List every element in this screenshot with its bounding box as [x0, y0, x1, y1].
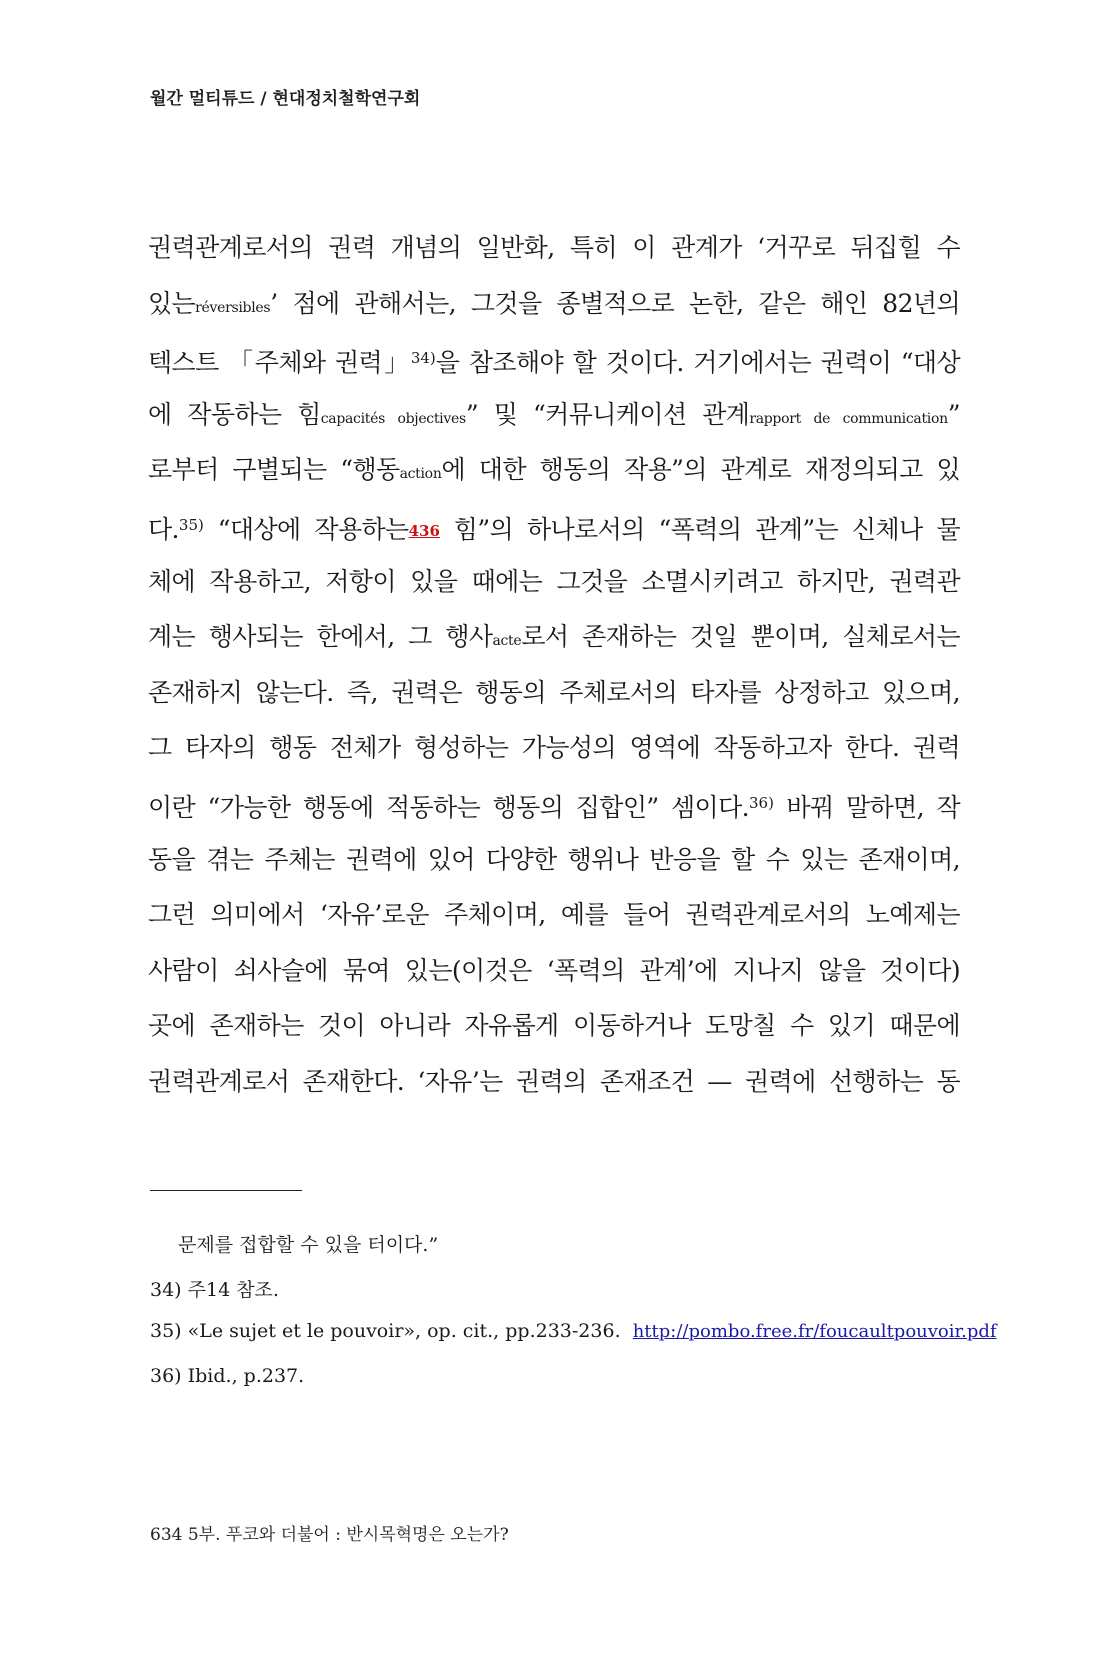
body-line [148, 720, 960, 776]
body-line [148, 943, 960, 999]
foreign-term: capacités objectives [320, 410, 466, 427]
text-span: 계는 행사되는 한에서, 그 행사 [148, 622, 493, 652]
text-span: 사람이 쇠사슬에 묶여 있는(이것은 ‘폭력의 관계’에 지나지 않을 것이다) [148, 955, 960, 985]
body-line [148, 220, 960, 276]
foreign-term: action [399, 466, 442, 483]
foreign-term: réversibles [195, 299, 271, 316]
body-line [148, 387, 960, 443]
body-line [148, 498, 960, 554]
text-span: 힘”의 하나로서의 “폭력의 관계”는 신체나 물 [439, 514, 960, 544]
footnote-34: 34) 주14 참조. [150, 1279, 279, 1301]
foreign-term: acte [492, 633, 522, 650]
footnote-divider [150, 1190, 302, 1191]
text-span: ” 및 “커뮤니케이션 관계 [465, 399, 750, 429]
footnote-35-link[interactable]: http://pombo.free.fr/foucaultpouvoir.pdf [632, 1321, 997, 1342]
body-line [148, 442, 960, 498]
body-line [148, 776, 960, 832]
footnote-35 [150, 1320, 997, 1342]
footnote-continuation: 문제를 접합할 수 있을 터이다.” [178, 1234, 439, 1256]
body-line [148, 998, 960, 1054]
text-span: 로부터 구별되는 “행동 [148, 455, 400, 485]
body-line [148, 331, 960, 387]
text-span: 을 참조해야 할 것이다. 거기에서는 권력이 “대상 [435, 348, 960, 378]
text-span: 권력관계로서의 권력 개념의 일반화, 특히 이 관계가 ‘거꾸로 뒤집힐 수 [148, 233, 960, 262]
footnote-ref-34[interactable]: 34) [410, 349, 436, 368]
running-header: 월간 멀티튜드 / 현대정치철학연구회 [150, 89, 421, 109]
footnote-36: 36) Ibid., p.237. [150, 1365, 305, 1387]
body-line [148, 276, 960, 332]
text-span: 동을 겪는 주체는 권력에 있어 다양한 행위나 반응을 할 수 있는 존재이며, [148, 844, 960, 874]
foreign-term: rapport de communication [749, 410, 948, 427]
text-span: 권력관계로서 존재한다. ‘자유’는 권력의 존재조건 — 권력에 선행하는 동 [148, 1066, 960, 1096]
footnote-ref-36[interactable]: 36) [749, 793, 774, 812]
text-span: ’ 점에 관해서는, 그것을 종별적으로 논한, 같은 해인 82년의 [270, 288, 960, 318]
text-span: ” [947, 399, 960, 429]
text-span: 체에 작용하고, 저항이 있을 때에는 그것을 소멸시키려고 하지만, 권력관 [148, 566, 960, 596]
text-span: 바꿔 말하면, 작 [773, 792, 960, 822]
text-span: 있는 [148, 288, 196, 318]
body-line [148, 832, 960, 888]
text-span: 로서 존재하는 것일 뿐이며, 실체로서는 [521, 622, 960, 652]
text-span: 다. [148, 514, 179, 544]
body-line [148, 887, 960, 943]
body-line [148, 1054, 960, 1110]
footnote-35-text: 35) «Le sujet et le pouvoir», op. cit., pp.233-236. [150, 1320, 621, 1342]
text-span: 에 작동하는 힘 [148, 399, 321, 429]
text-span: 그 타자의 행동 전체가 형성하는 가능성의 영역에 작동하고자 한다. 권력 [148, 733, 960, 763]
text-span: 에 대한 행동의 작용”의 관계로 재정의되고 있 [441, 455, 960, 485]
page-footer: 634 5부. 푸코와 더불어 : 반시목혁명은 오는가? [150, 1525, 509, 1545]
footnote-ref-35[interactable]: 35) [178, 515, 204, 534]
page-marker[interactable]: 436 [408, 521, 440, 540]
text-span: “대상에 작용하는 [203, 514, 409, 544]
body-text [148, 220, 960, 1110]
text-span: 곳에 존재하는 것이 아니라 자유롭게 이동하거나 도망칠 수 있기 때문에 [148, 1011, 960, 1041]
body-line [148, 609, 960, 665]
body-line [148, 554, 960, 610]
text-span: 텍스트 「주체와 권력」 [148, 348, 411, 378]
text-span: 존재하지 않는다. 즉, 권력은 행동의 주체로서의 타자를 상정하고 있으며, [148, 677, 960, 707]
text-span: 그런 의미에서 ‘자유’로운 주체이며, 예를 들어 권력관계로서의 노예제는 [148, 900, 960, 930]
body-line [148, 665, 960, 721]
text-span: 이란 “가능한 행동에 적동하는 행동의 집합인” 셈이다. [148, 792, 750, 822]
